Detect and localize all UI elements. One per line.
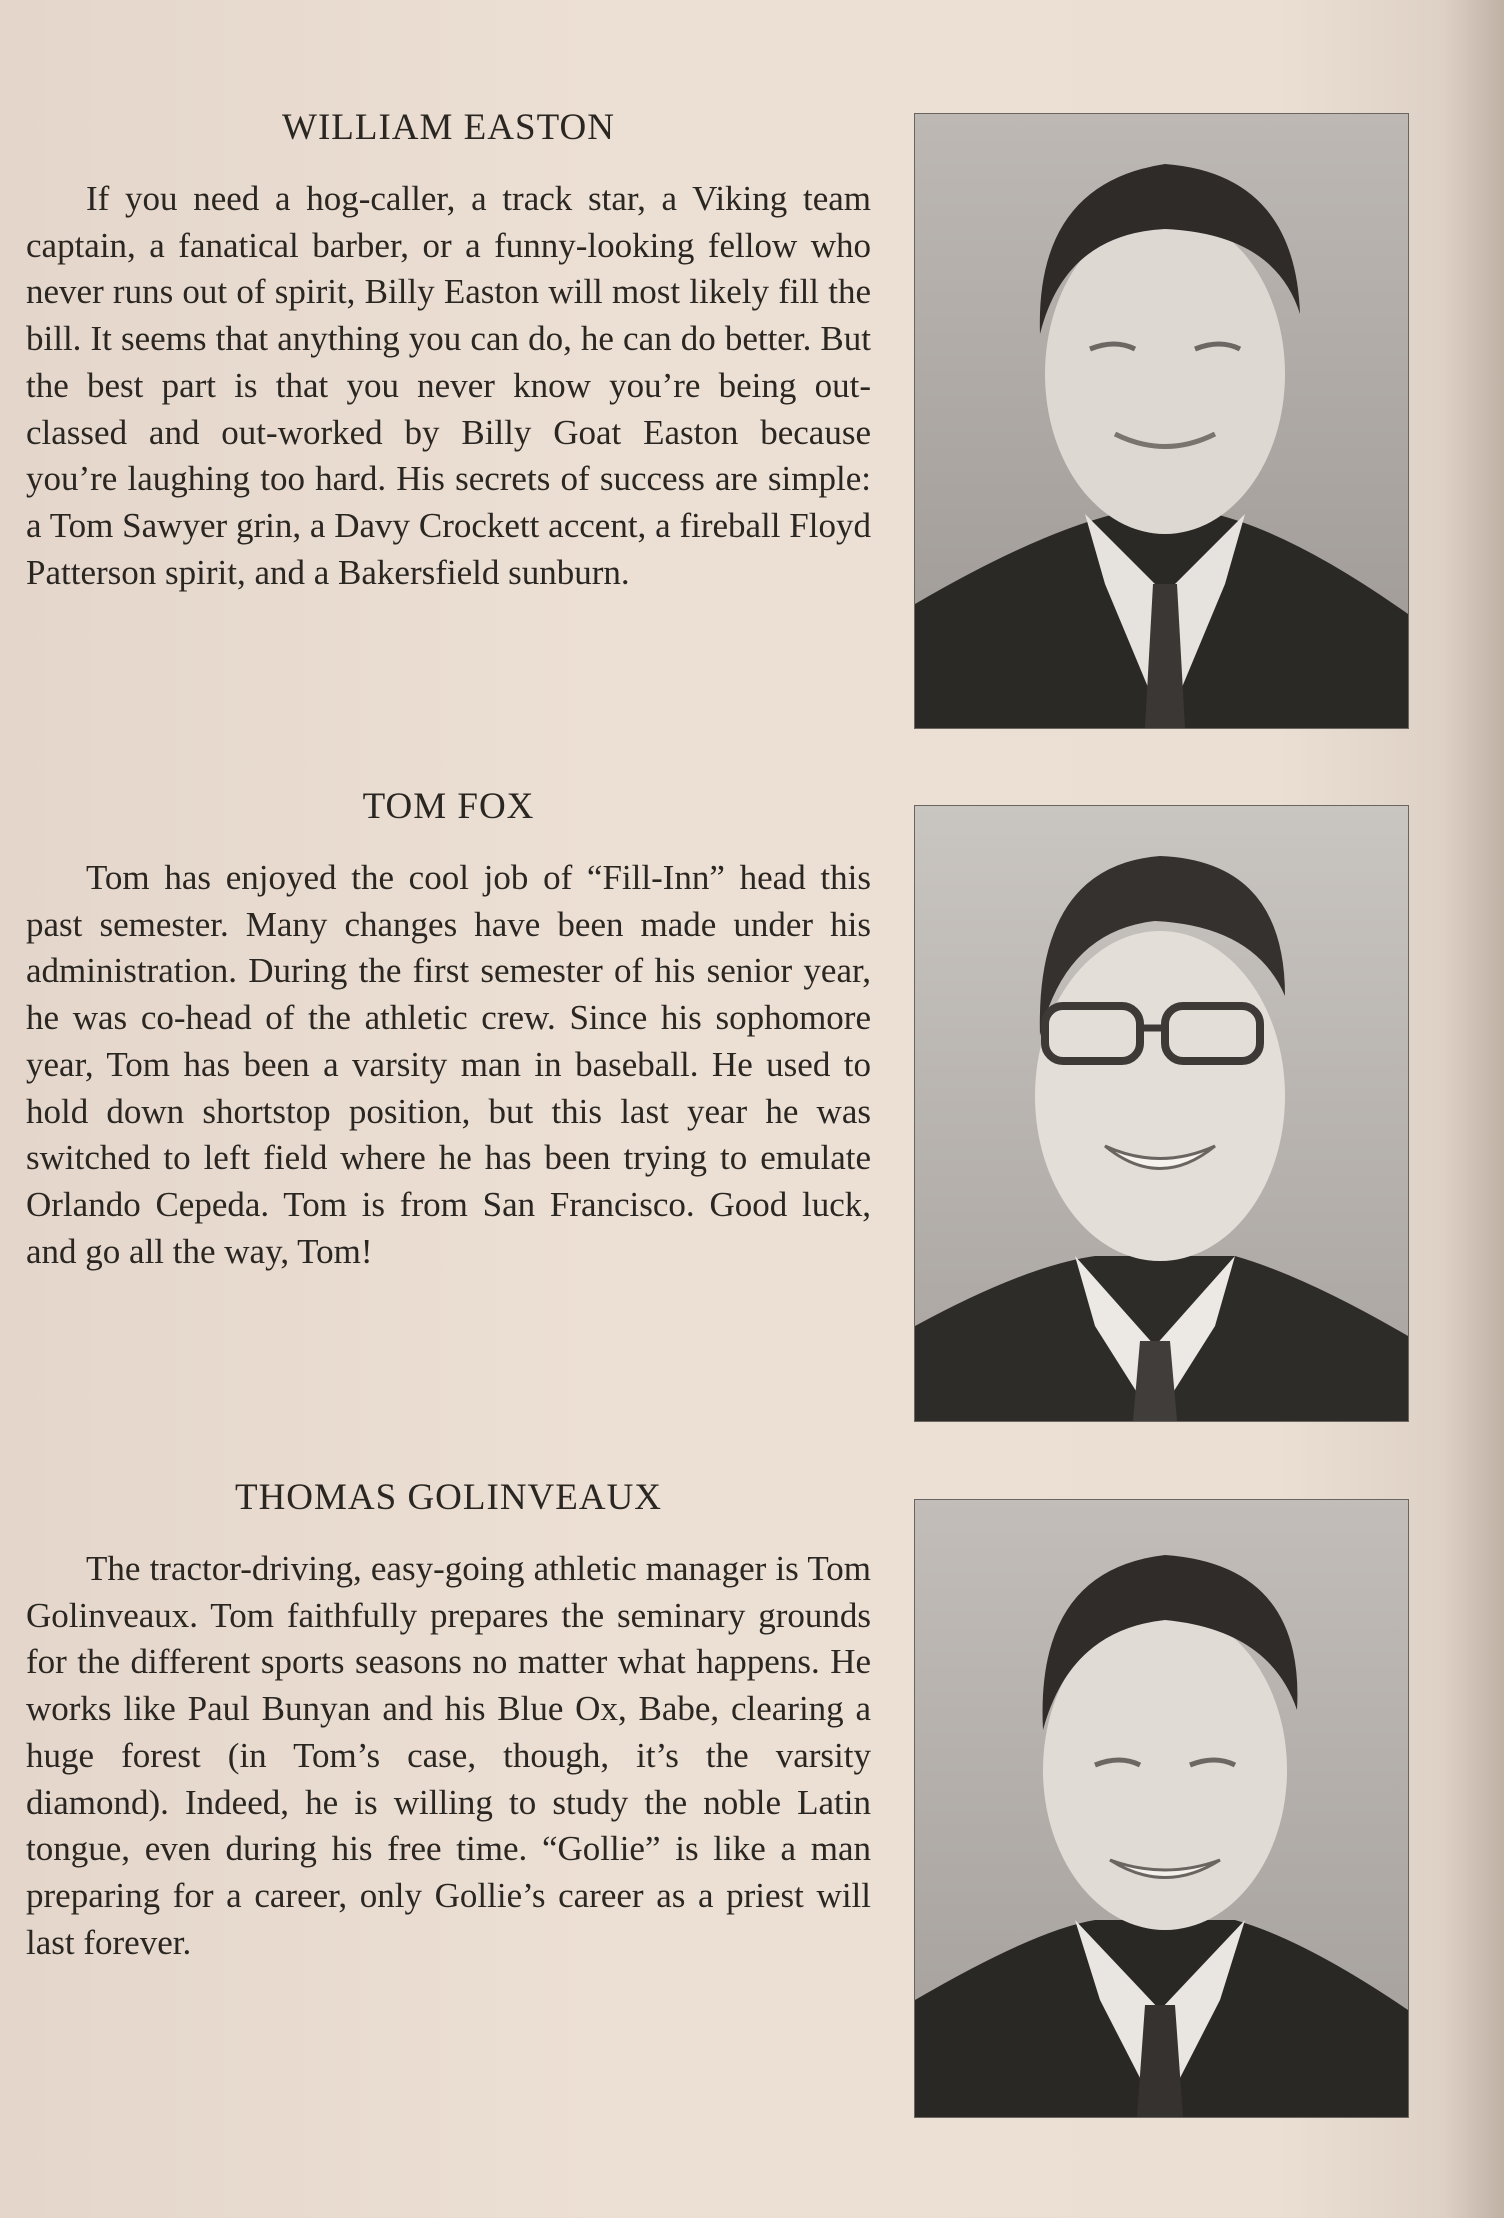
- entry-name: THOMAS GOLINVEAUX: [234, 1477, 663, 1518]
- entry-text: Tom has enjoyed the cool job of “Fill-Inn” head this past semester. Many changes have been made under his administration. During the first semester of his senior year, he was co-head of the athletic crew. Since his sophomore year, Tom has been a varsity man in baseball. He used to hold down shortstop position, but this last year he was switched to left field where he has been trying to emulate Orlando Cepeda. Tom is from San Francisco. Good luck, and go all the way, Tom!: [26, 858, 871, 1271]
- page-spine-shadow: [1444, 0, 1504, 2218]
- portrait-photo-tom-fox: [915, 806, 1408, 1421]
- entry-tom-fox: [26, 785, 871, 1275]
- portrait-photo-thomas-golinveaux: [915, 1500, 1408, 2117]
- entry-name: WILLIAM EASTON: [282, 107, 615, 148]
- entry-william-easton: [26, 106, 871, 596]
- entry-text: The tractor-driving, easy-going athletic manager is Tom Golinveaux. Tom faithfully prepares the seminary grounds for the different sports seasons no matter what happens. He works like Paul Bunyan and his Blue Ox, Babe, clearing a huge forest (in Tom’s case, though, it’s the varsity diamond). Indeed, he is willing to study the noble Latin tongue, even during his free time. “Gollie” is like a man preparing for a career, only Gollie’s career as a priest will last forever.: [26, 1549, 871, 1962]
- entry-name: TOM FOX: [362, 786, 535, 827]
- entry-thomas-golinveaux: [26, 1476, 871, 1966]
- entry-text: If you need a hog-caller, a track star, a Viking team captain, a fanatical barber, or a funny-looking fellow who never runs out of spirit, Billy Easton will most likely fill the bill. It seems that anything you can do, he can do better. But the best part is that you never know you’re being out-classed and out-worked by Billy Goat Easton because you’re laughing too hard. His secrets of success are simple: a Tom Sawyer grin, a Davy Crockett accent, a fireball Floyd Patterson spirit, and a Bakersfield sunburn.: [26, 179, 871, 592]
- portrait-photo-william-easton: [915, 114, 1408, 728]
